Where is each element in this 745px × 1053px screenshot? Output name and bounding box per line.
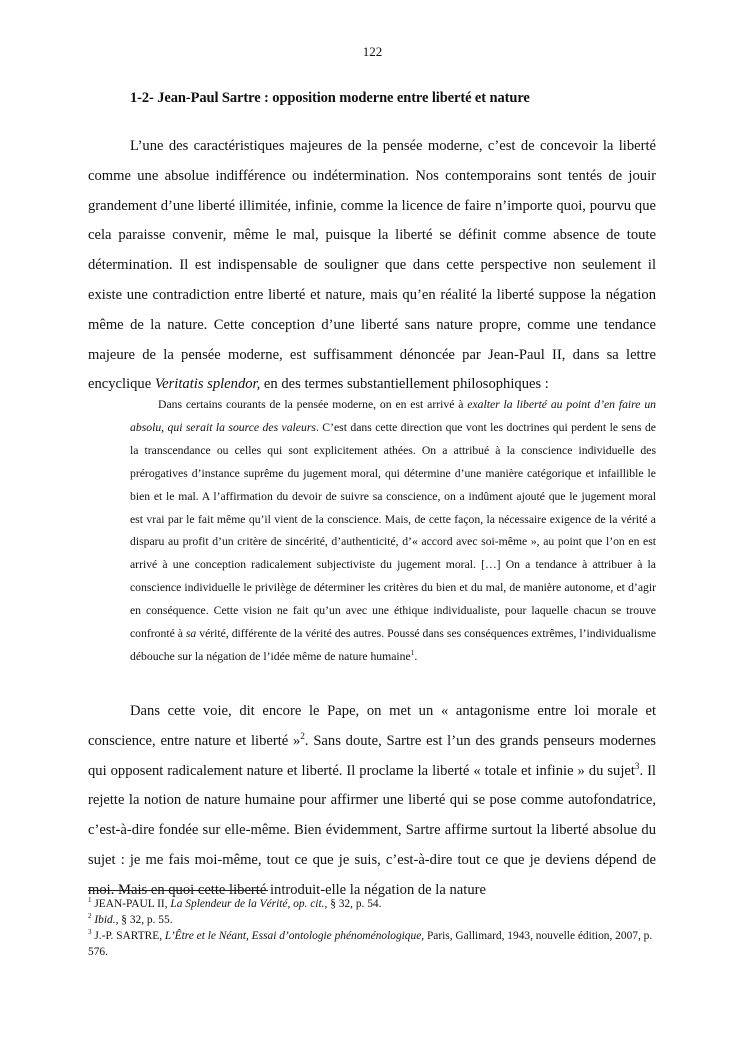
- footnote-ref-1[interactable]: 1: [410, 649, 415, 658]
- footnote-1: [88, 896, 656, 912]
- footnote-number: 2: [88, 912, 92, 921]
- paragraph-2-part-2: . Sans doute, Sartre est l’un des grands penseurs modernes qui opposent radicalement nature et liberté. Il proclame la liberté « totale et infinie » du sujet: [88, 732, 656, 779]
- paragraph-2-part-3: . Il rejette la notion de nature humaine pour affirmer une liberté qui se pose comme autofondatrice, c’est-à-dire fondée sur elle-même. Bien évidemment, Sartre affirme surtout la liberté absolue du sujet : je me fais moi-même, tout ce que je suis, c’est-à-dire tout ce que je deviens dépend de moi. Mais en quoi cette liberté introduit-elle la négation de la nature: [88, 762, 656, 898]
- footnote-separator: [88, 890, 268, 891]
- footnote-text: , § 32, p. 55.: [115, 914, 173, 926]
- footnote-text: , § 32, p. 54.: [324, 898, 382, 910]
- footnote-number: 1: [88, 896, 92, 905]
- paragraph-1-end: en des termes substantiellement philosophiques :: [260, 376, 549, 393]
- block-quote: [130, 394, 656, 669]
- section-heading: 1-2- Jean-Paul Sartre : opposition moderne entre liberté et nature: [130, 90, 530, 106]
- paragraph-1-text: L’une des caractéristiques majeures de la pensée moderne, c’est de concevoir la liberté comme une absolue indifférence ou indétermination. Nos contemporains sont tentés de jouir grandement d’une liberté illimitée, infinie, comme la licence de faire n’importe quoi, pourvu que cela paraisse convenir, même le mal, puisque la liberté se définit comme absence de toute détermination. Il est indispensable de souligner que dans cette perspective non seulement il existe une contradiction entre liberté et nature, mais qu’en réalité la liberté suppose la négation même de la nature. Cette conception d’une liberté sans nature propre, comme une tendance majeure de la pensée moderne, est suffisamment dénoncée par Jean-Paul II, dans sa lettre encyclique: [88, 138, 656, 393]
- page-number: 122: [362, 44, 383, 59]
- paragraph-2: [88, 697, 656, 906]
- footnote-title: Ibid.: [94, 914, 116, 926]
- footnote-text: Paris, Gallimard, 1943, nouvelle édition, 2007, p. 576.: [88, 930, 653, 958]
- footnote-number: 3: [88, 928, 92, 937]
- quote-italic-phrase: exalter la liberté au point d’en faire un absolu, qui serait la source des valeurs: [130, 398, 657, 434]
- footnote-text: J.-P. SARTRE,: [91, 930, 165, 942]
- paragraph-2-part-1: Dans cette voie, dit encore le Pape, on met un « antagonisme entre loi morale et conscience, entre nature et liberté »: [88, 703, 656, 749]
- quote-final-period: .: [414, 649, 418, 663]
- paragraph-1: [88, 132, 656, 400]
- quote-italic-sa: sa: [185, 627, 197, 641]
- footnote-title: L’Être et le Néant, Essai d’ontologie phénoménologique,: [164, 930, 425, 942]
- quote-text-middle: . C’est dans cette direction que vont les doctrines qui perdent le sens de la transcendance ou celles qui sont explicitement athées. On a attribué à la conscience individuelle des prérogatives d’instance suprême du jugement moral, qui détermine d’une manière catégorique et infaillible le bien et le mal. A l’affirmation du devoir de suivre sa conscience, on a indûment ajouté que le jugement moral est vrai par le fait même qu’il vient de la conscience. Mais, de cette façon, la nécessaire exigence de la vérité a disparu au profit d’un critère de sincérité, d’authenticité, d’« accord avec soi-même », au point que l’on en est arrivé à une conception radicalement subjectiviste du jugement moral. […] On a tendance à attribuer à la conscience individuelle le privilège de déterminer les critères du bien et du mal, de manière autonome, et d’agir en conséquence. Cette vision ne fait qu’un avec une éthique individualiste, pour laquelle chacun se trouve confronté à: [130, 420, 656, 641]
- footnote-3: [88, 928, 656, 960]
- footnote-ref-2[interactable]: 2: [300, 730, 305, 741]
- footnote-2: [88, 912, 656, 928]
- encyclical-title: Veritatis splendor,: [154, 376, 261, 393]
- footnote-ref-3[interactable]: 3: [634, 760, 640, 771]
- quote-text-end: vérité, différente de la vérité des autres. Poussé dans ses conséquences extrêmes, l’individualisme débouche sur la négation de l’idée même de nature humaine: [130, 627, 656, 663]
- footnote-text: JEAN-PAUL II,: [91, 898, 171, 910]
- quote-text-start: Dans certains courants de la pensée moderne, on en est arrivé à: [158, 398, 468, 411]
- footnote-title: La Splendeur de la Vérité, op. cit.: [170, 898, 325, 910]
- footnotes: [88, 896, 656, 960]
